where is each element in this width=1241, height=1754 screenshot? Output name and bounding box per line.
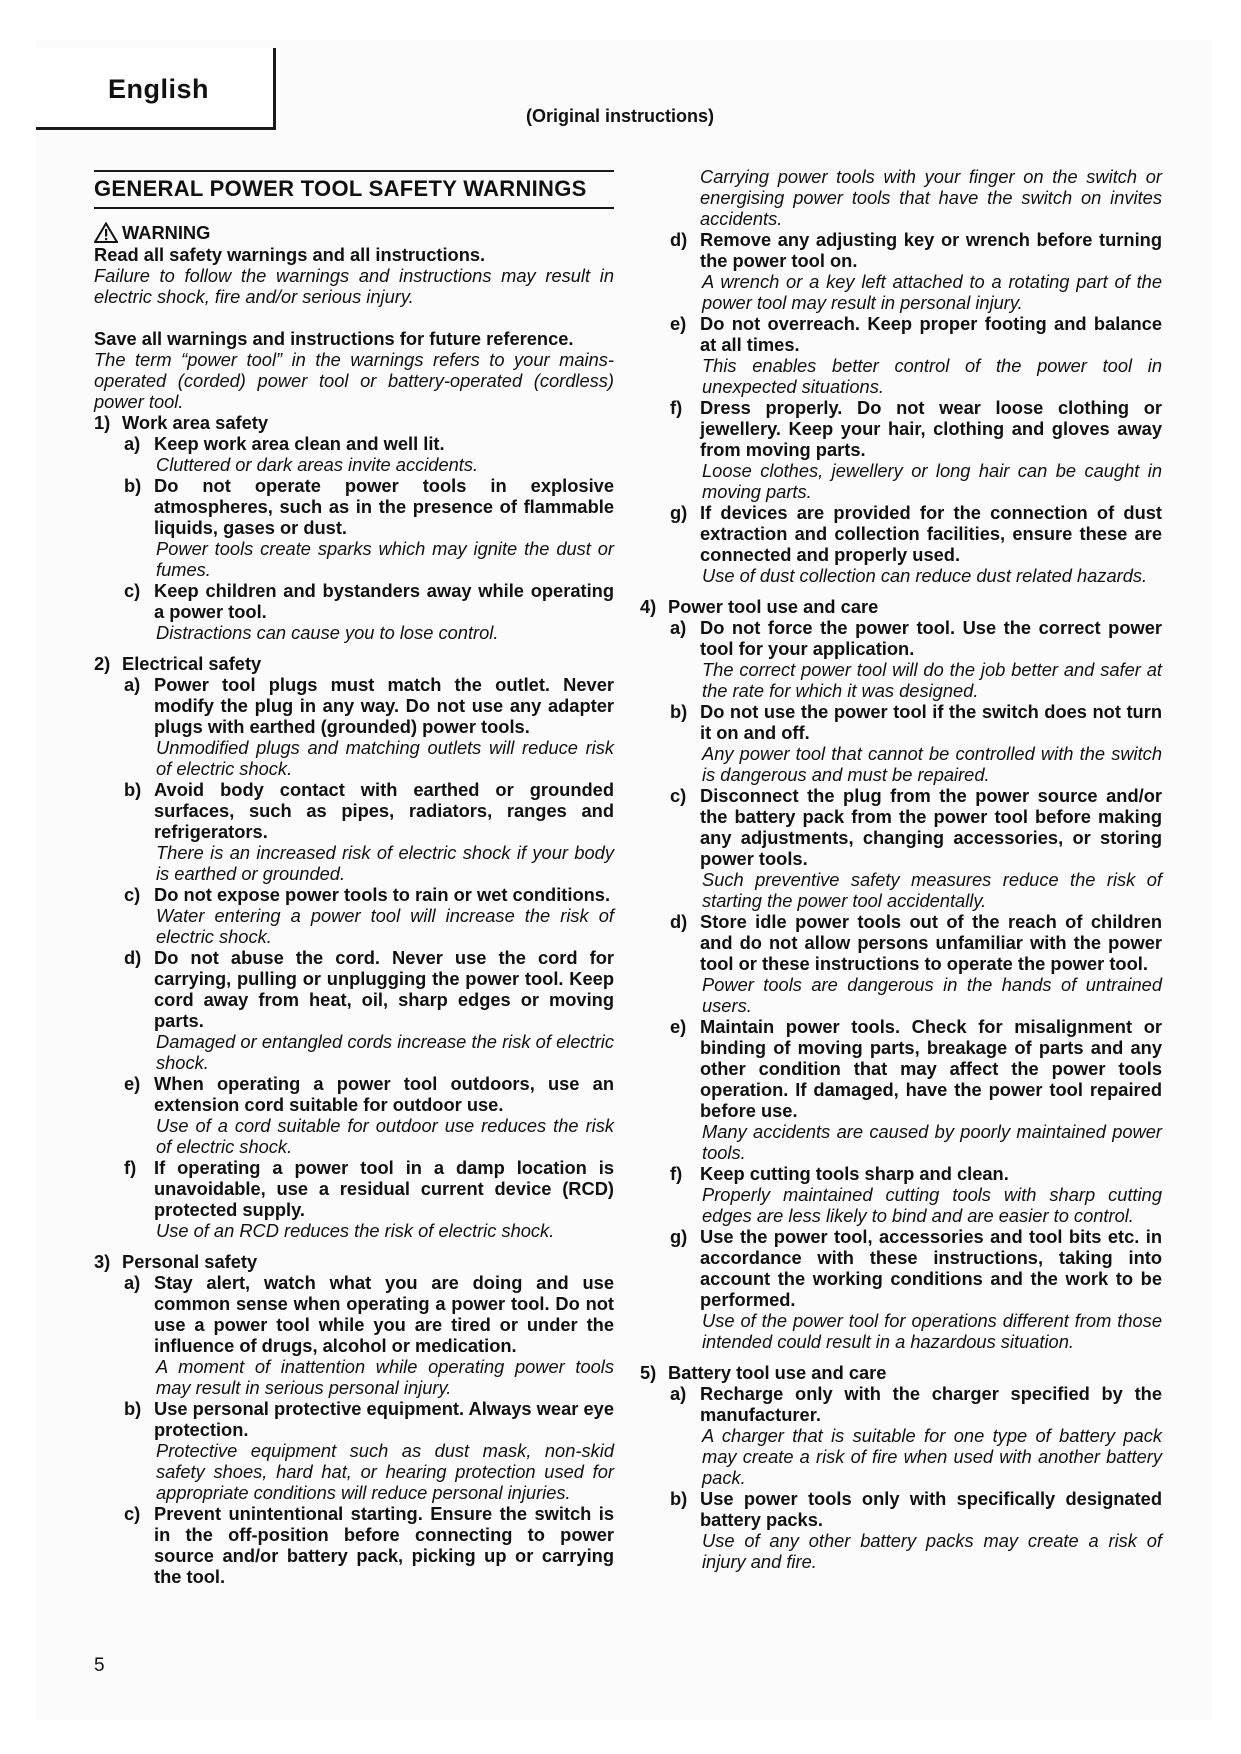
item-explanation: Unmodified plugs and matching outlets will reduce risk of electric shock. [156, 737, 614, 779]
item-instruction: Keep cutting tools sharp and clean. [700, 1163, 1009, 1184]
list-item [124, 1398, 614, 1503]
list-item [670, 701, 1162, 785]
item-letter: f) [124, 1157, 137, 1178]
list-item [124, 1157, 614, 1241]
item-explanation: Many accidents are caused by poorly maintained power tools. [702, 1121, 1162, 1163]
item-letter: b) [124, 779, 142, 800]
item-instruction: Disconnect the plug from the power source and/or the battery pack from the power tool before making any adjustments, changing accessories, or storing power tools. [700, 785, 1162, 869]
item-instruction: Do not abuse the cord. Never use the cord for carrying, pulling or unplugging the power tool. Keep cord away from heat, oil, sharp edges or moving parts. [154, 947, 614, 1031]
item-letter: g) [670, 502, 688, 523]
item-explanation: A moment of inattention while operating power tools may result in serious personal injury. [156, 1356, 614, 1398]
list-item [124, 1503, 614, 1587]
item-letter: e) [670, 1016, 687, 1037]
item-letter: b) [124, 1398, 142, 1419]
list-item [670, 785, 1162, 911]
section-heading [94, 653, 614, 674]
page-title: GENERAL POWER TOOL SAFETY WARNINGS [94, 170, 614, 209]
list-item [670, 1163, 1162, 1226]
item-letter: d) [124, 947, 142, 968]
item-explanation: Such preventive safety measures reduce the risk of starting the power tool accidentally. [702, 869, 1162, 911]
item-explanation: Any power tool that cannot be controlled with the switch is dangerous and must be repaired. [702, 743, 1162, 785]
item-letter: b) [670, 1488, 688, 1509]
list-item [124, 1073, 614, 1157]
item-instruction: Use the power tool, accessories and tool bits etc. in accordance with these instructions, taking into account the working conditions and the work to be performed. [700, 1226, 1162, 1310]
item-letter: a) [124, 1272, 141, 1293]
section-number: 2) [94, 653, 111, 674]
item-instruction: Do not use the power tool if the switch does not turn it on and off. [700, 701, 1162, 743]
item-instruction: Stay alert, watch what you are doing and use common sense when operating a power tool. Do not use a power tool while you are tired or under the influence of drugs, alcohol or medication. [154, 1272, 614, 1356]
item-letter: b) [124, 475, 142, 496]
item-explanation: Water entering a power tool will increase the risk of electric shock. [156, 905, 614, 947]
list-item [124, 947, 614, 1073]
item-letter: a) [124, 433, 141, 454]
section-number: 3) [94, 1251, 111, 1272]
list-item [670, 1383, 1162, 1488]
list-item [670, 502, 1162, 586]
item-explanation: Power tools are dangerous in the hands of untrained users. [702, 974, 1162, 1016]
section-heading [640, 1362, 1162, 1383]
list-item [670, 397, 1162, 502]
continued-explanation: Carrying power tools with your finger on the switch or energising power tools that have the switch on invites accidents. [700, 166, 1162, 229]
item-instruction: Recharge only with the charger specified by the manufacturer. [700, 1383, 1162, 1425]
item-instruction: If operating a power tool in a damp location is unavoidable, use a residual current device (RCD) protected supply. [154, 1157, 614, 1220]
section-number: 5) [640, 1362, 657, 1383]
list-item [670, 617, 1162, 701]
list-item [124, 674, 614, 779]
item-explanation: Damaged or entangled cords increase the risk of electric shock. [156, 1031, 614, 1073]
list-item [670, 313, 1162, 397]
section-title: Work area safety [122, 412, 268, 433]
list-item [124, 1272, 614, 1398]
list-item [670, 1226, 1162, 1352]
list-item [670, 911, 1162, 1016]
item-letter: a) [124, 674, 141, 695]
item-instruction: Keep children and bystanders away while operating a power tool. [154, 580, 614, 622]
item-instruction: Avoid body contact with earthed or grounded surfaces, such as pipes, radiators, ranges and refrigerators. [154, 779, 614, 842]
warning-heading [94, 221, 614, 244]
item-explanation: This enables better control of the power tool in unexpected situations. [702, 355, 1162, 397]
item-letter: d) [670, 911, 688, 932]
item-letter: e) [670, 313, 687, 334]
item-instruction: When operating a power tool outdoors, use an extension cord suitable for outdoor use. [154, 1073, 614, 1115]
item-explanation: Distractions can cause you to lose control. [156, 622, 499, 643]
list-item [124, 475, 614, 580]
list-item [670, 1016, 1162, 1163]
item-letter: b) [670, 701, 688, 722]
item-instruction: Use personal protective equipment. Always wear eye protection. [154, 1398, 614, 1440]
item-explanation: Properly maintained cutting tools with sharp cutting edges are less likely to bind and are easier to control. [702, 1184, 1162, 1226]
item-explanation: Protective equipment such as dust mask, non-skid safety shoes, hard hat, or hearing protection used for appropriate conditions will reduce personal injuries. [156, 1440, 614, 1503]
item-explanation: Use of any other battery packs may create a risk of injury and fire. [702, 1530, 1162, 1572]
item-letter: g) [670, 1226, 688, 1247]
list-item [124, 580, 614, 643]
item-instruction: Do not expose power tools to rain or wet conditions. [154, 884, 611, 905]
item-explanation: A charger that is suitable for one type of battery pack may create a risk of fire when used with another battery pack. [702, 1425, 1162, 1488]
item-instruction: Do not operate power tools in explosive atmospheres, such as in the presence of flammable liquids, gases or dust. [154, 475, 614, 538]
item-letter: a) [670, 1383, 687, 1404]
item-instruction: Do not overreach. Keep proper footing and balance at all times. [700, 313, 1162, 355]
item-instruction: Dress properly. Do not wear loose clothing or jewellery. Keep your hair, clothing and gloves away from moving parts. [700, 397, 1162, 460]
warning-triangle-icon [94, 222, 118, 243]
list-item [124, 884, 614, 947]
item-instruction: Prevent unintentional starting. Ensure the switch is in the off-position before connecting to power source and/or battery pack, picking up or carrying the tool. [154, 1503, 614, 1587]
item-explanation: Use of the power tool for operations different from those intended could result in a hazardous situation. [702, 1310, 1162, 1352]
section-title: Personal safety [122, 1251, 258, 1272]
left-column [94, 170, 614, 1587]
item-letter: d) [670, 229, 688, 250]
item-instruction: Keep work area clean and well lit. [154, 433, 445, 454]
item-instruction: If devices are provided for the connection of dust extraction and collection facilities, ensure these are connected and properly used. [700, 502, 1162, 565]
section-heading [94, 412, 614, 433]
item-explanation: Use of a cord suitable for outdoor use reduces the risk of electric shock. [156, 1115, 614, 1157]
list-item [670, 229, 1162, 313]
item-instruction: Store idle power tools out of the reach of children and do not allow persons unfamiliar with the power tool or these instructions to operate the power tool. [700, 911, 1162, 974]
list-item [670, 1488, 1162, 1572]
warning-label: WARNING [122, 222, 211, 243]
failure-note: Failure to follow the warnings and instructions may result in electric shock, fire and/or serious injury. [94, 265, 614, 307]
item-explanation: Loose clothes, jewellery or long hair can be caught in moving parts. [702, 460, 1162, 502]
section-number: 1) [94, 412, 111, 433]
item-explanation: Use of dust collection can reduce dust related hazards. [702, 565, 1148, 586]
item-letter: e) [124, 1073, 141, 1094]
item-instruction: Remove any adjusting key or wrench before turning the power tool on. [700, 229, 1162, 271]
item-explanation: There is an increased risk of electric shock if your body is earthed or grounded. [156, 842, 614, 884]
language-label: English [108, 74, 210, 104]
item-letter: a) [670, 617, 687, 638]
item-instruction: Power tool plugs must match the outlet. Never modify the plug in any way. Do not use any adapter plugs with earthed (grounded) power tools. [154, 674, 614, 737]
item-explanation: Use of an RCD reduces the risk of electric shock. [156, 1220, 555, 1241]
read-all-warnings: Read all safety warnings and all instructions. [94, 244, 486, 265]
item-letter: c) [124, 1503, 141, 1524]
list-item [124, 433, 614, 475]
item-explanation: The correct power tool will do the job better and safer at the rate for which it was designed. [702, 659, 1162, 701]
item-explanation: Power tools create sparks which may ignite the dust or fumes. [156, 538, 614, 580]
item-letter: f) [670, 397, 683, 418]
item-explanation: Cluttered or dark areas invite accidents. [156, 454, 479, 475]
page-number: 5 [94, 1655, 105, 1676]
section-title: Power tool use and care [668, 596, 879, 617]
item-letter: c) [670, 785, 687, 806]
save-warnings-note: Save all warnings and instructions for future reference. [94, 328, 574, 349]
item-instruction: Do not force the power tool. Use the correct power tool for your application. [700, 617, 1162, 659]
item-letter: c) [124, 884, 141, 905]
original-instructions-label: (Original instructions) [526, 106, 715, 126]
section-number: 4) [640, 596, 657, 617]
right-column [640, 166, 1162, 1572]
section-heading [640, 596, 1162, 617]
section-heading [94, 1251, 614, 1272]
item-letter: c) [124, 580, 141, 601]
power-tool-term-note: The term “power tool” in the warnings refers to your mains-operated (corded) power tool or battery-operated (cordless) power tool. [94, 349, 614, 412]
item-instruction: Use power tools only with specifically designated battery packs. [700, 1488, 1162, 1530]
section-title: Electrical safety [122, 653, 262, 674]
item-letter: f) [670, 1163, 683, 1184]
section-title: Battery tool use and care [668, 1362, 887, 1383]
item-explanation: A wrench or a key left attached to a rotating part of the power tool may result in personal injury. [702, 271, 1162, 313]
list-item [124, 779, 614, 884]
item-instruction: Maintain power tools. Check for misalignment or binding of moving parts, breakage of parts and any other condition that may affect the power tools operation. If damaged, have the power tool repaired before use. [700, 1016, 1162, 1121]
